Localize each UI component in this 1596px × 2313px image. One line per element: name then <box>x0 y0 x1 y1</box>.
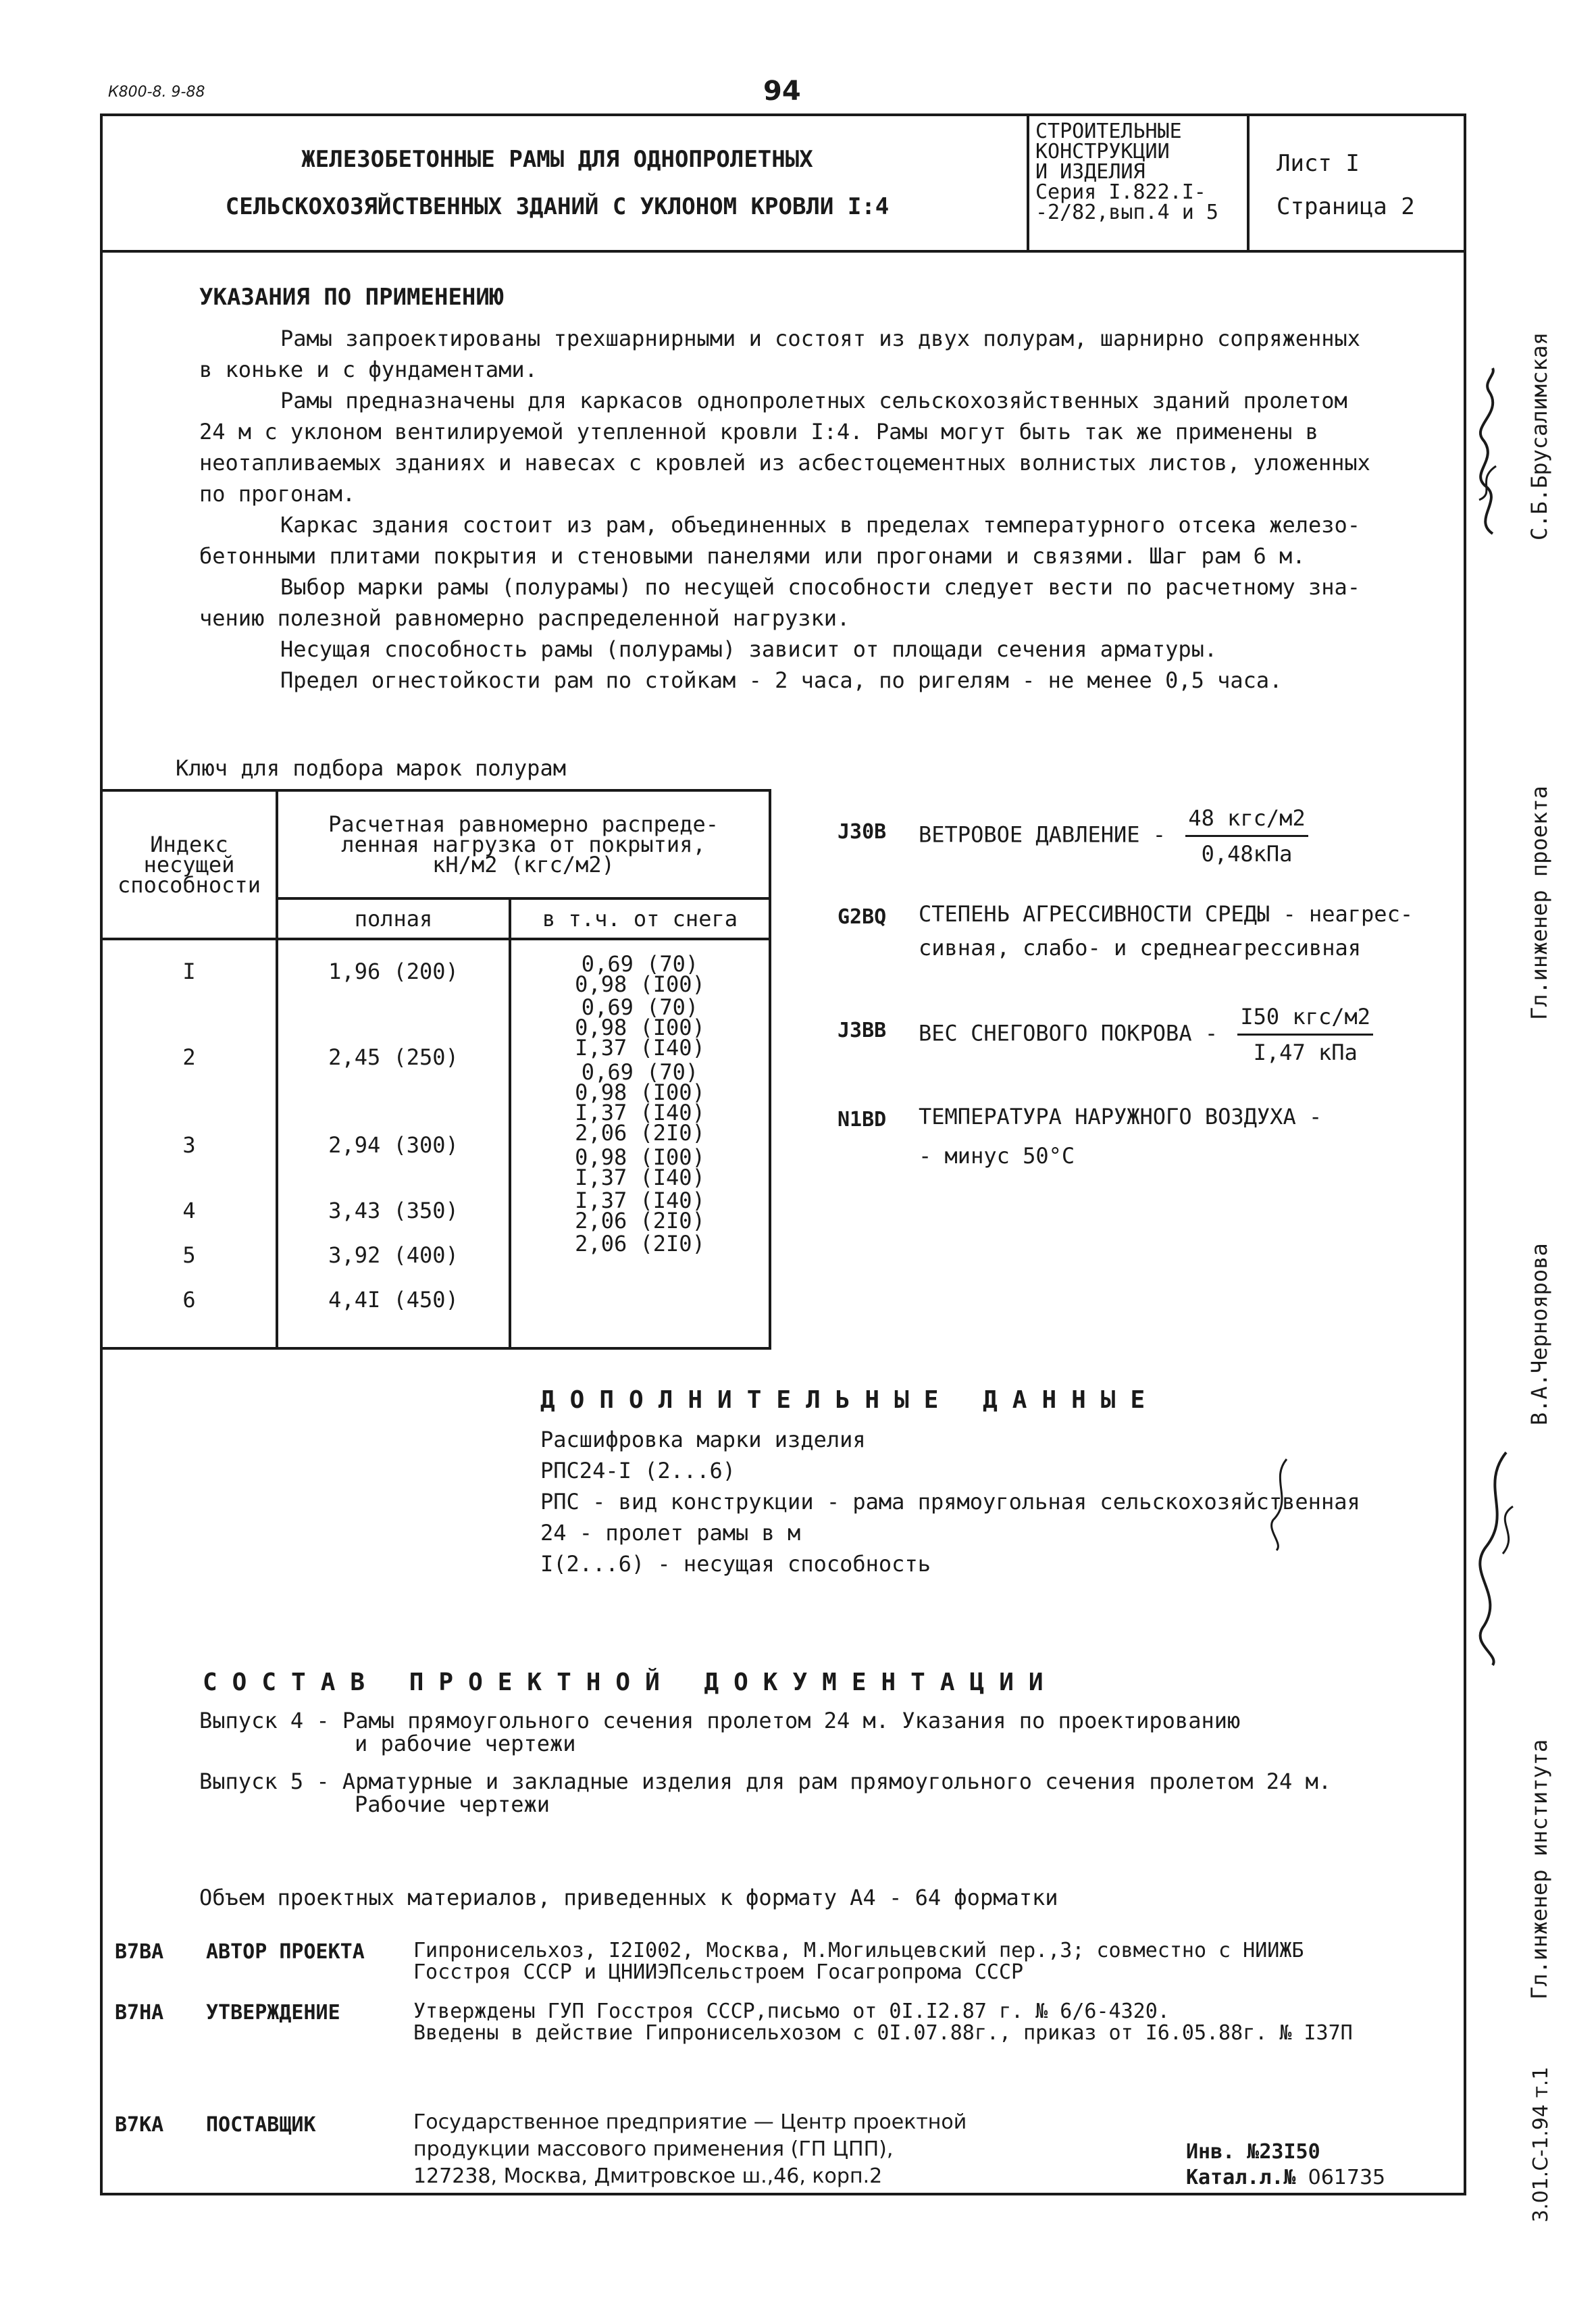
snow-cell: 0,69 (70) 0,98 (I00) 0,69 (70) 0,98 (I00) I,37 (I40) 0,69 (70) 0,98 (I00) I,37 (I40) 2,06 (2I0) 0,98 (I00) I,37 (I40) I,37 (I40) 2,06 (2I0) 2,06 (2I0) <box>510 939 770 1348</box>
name-brusalimskaya: С.Б.Брусалимская <box>1526 332 1552 540</box>
header-title-line2: СЕЛЬСКОХОЗЯЙСТВЕННЫХ ЗДАНИЙ С УКЛОНОМ КРОВЛИ I:4 <box>225 193 890 220</box>
signature-chernoyarov <box>1466 1446 1533 1669</box>
guidance-p1-l2: в коньке и с фундаментами. <box>199 357 538 382</box>
series-line3: И ИЗДЕЛИЯ <box>1035 160 1145 184</box>
sheet-number: Лист I <box>1277 150 1360 177</box>
series-line4: Серия I.822.I- <box>1035 180 1206 204</box>
chief-engineer-project: Гл.инженер проекта <box>1526 786 1552 1020</box>
col-index-header: Индекс несущей способности <box>101 790 277 939</box>
guidance-p4-l1: Выбор марки рамы (полурамы) по несущей способности следует вести по расчетному зна- <box>280 574 1361 600</box>
aggr-code: G2BQ <box>838 905 887 929</box>
index-cell: I 2 3 4 5 6 <box>101 939 277 1348</box>
author-label: АВТОР ПРОЕКТА <box>206 1940 365 1964</box>
full-cell: 1,96 (200) 2,45 (250) 2,94 (300) 3,43 (350) 3,92 (400) 4,4I (450) <box>277 939 510 1348</box>
wind-code: J30B <box>838 820 887 844</box>
series-block <box>1035 122 1238 223</box>
approval-info: Утверждены ГУП Госстроя СССР,письмо от 0I.I2.87 г. № 6/6-4320. Введены в действие Гипронисельхозом с 0I.07.88г., приказ от I6.05.88г. № I37П <box>413 2000 1353 2045</box>
additional-heading: ДОПОЛНИТЕЛЬНЫЕ ДАННЫЕ <box>540 1386 1160 1414</box>
chief-engineer-institute: Гл.инженер института <box>1526 1739 1552 2000</box>
series-line1: СТРОИТЕЛЬНЫЕ <box>1035 120 1182 143</box>
signature-mark <box>1263 1452 1297 1554</box>
supplier-code: B7KA <box>115 2113 164 2137</box>
guidance-p2-l2: 24 м с уклоном вентилируемой утепленной кровли I:4. Рамы могут быть так же применены в <box>199 419 1318 444</box>
col-full-header: полная <box>277 898 510 939</box>
guidance-p4-l2: чению полезной равномерно распределенной нагрузки. <box>199 605 850 631</box>
wind-den: 0,48кПа <box>1201 841 1293 867</box>
key-table-caption: Ключ для подбора марок полурам <box>176 755 566 781</box>
inventory-number: Инв. №23I50 <box>1186 2140 1320 2164</box>
wind-pressure: ВЕТРОВОЕ ДАВЛЕНИЕ - $\frac{\text{48 кгс/м2}}{\text{0,48кПа}}$ <box>919 801 1472 871</box>
print-code: К800-8. 9-88 <box>108 84 205 101</box>
header-divider-v2 <box>1247 113 1250 250</box>
guidance-p6-l1: Предел огнестойкости рам по стойкам - 2 часа, по ригелям - не менее 0,5 часа. <box>280 667 1283 693</box>
guidance-p3-l1: Каркас здания состоит из рам, объединенных в пределах температурного отсека железо- <box>280 512 1361 538</box>
aggressiveness: СТЕПЕНЬ АГРЕССИВНОСТИ СРЕДЫ - неагрес- сивная, слабо- и среднеагрессивная <box>919 901 1414 961</box>
snow-code: J3BB <box>838 1019 887 1042</box>
temp-code: N1BD <box>838 1108 887 1132</box>
outdoor-temperature: ТЕМПЕРАТУРА НАРУЖНОГО ВОЗДУХА - - минус 50°С <box>919 1104 1322 1169</box>
author-code: B7BA <box>115 1940 164 1964</box>
guidance-p2-l4: по прогонам. <box>199 481 356 507</box>
signature-brusalimskaya <box>1466 365 1513 540</box>
guidance-text <box>199 323 1439 696</box>
guidance-p3-l2: бетонными плитами покрытия и стеновыми панелями или прогонами и связями. Шаг рам 6 м. <box>199 543 1306 569</box>
supplier-info: Государственное предприятие — Центр проектной продукции массового применения (ГП ЦПП), 127238, Москва, Дмитровское ш.,46, корп.2 <box>413 2110 967 2188</box>
header-divider <box>100 250 1464 253</box>
wind-num: 48 кгс/м2 <box>1185 801 1308 837</box>
guidance-heading: УКАЗАНИЯ ПО ПРИМЕНЕНИЮ <box>199 284 504 311</box>
composition-volume: Объем проектных материалов, приведенных к формату А4 - 64 форматки <box>199 1885 1058 1910</box>
col-snow-header: в т.ч. от снега <box>510 898 770 939</box>
name-chernoyarov: В.А.Черноярова <box>1526 1243 1552 1425</box>
series-line5: -2/82,вып.4 и 5 <box>1035 201 1218 224</box>
composition-issues: Выпуск 4 - Рамы прямоугольного сечения пролетом 24 м. Указания по проектированию и рабочие чертежи Выпуск 5 - Арматурные и закладные изделия для рам прямоугольного сечения пролетом 24 м. Рабочие чертежи <box>199 1708 1332 1817</box>
supplier-label: ПОСТАВЩИК <box>206 2113 316 2137</box>
guidance-p1-l1: Рамы запроектированы трехшарнирными и состоят из двух полурам, шарнирно сопряженных <box>280 326 1361 351</box>
additional-text: Расшифровка марки изделия РПС24-I (2...6) РПС - вид конструкции - рама прямоугольная сельскохозяйственная 24 - пролет рамы в м I(2...6) - несущая способность <box>540 1427 1360 1577</box>
composition-heading: СОСТАВ ПРОЕКТНОЙ ДОКУМЕНТАЦИИ <box>203 1669 1058 1696</box>
approval-label: УТВЕРЖДЕНИЕ <box>206 2001 340 2025</box>
header-title-line1: ЖЕЛЕЗОБЕТОННЫЕ РАМЫ ДЛЯ ОДНОПРОЛЕТНЫХ <box>301 146 813 173</box>
col-load-header: Расчетная равномерно распреде- ленная нагрузка от покрытия, кН/м2 (кгс/м2) <box>277 790 770 898</box>
guidance-p5-l1: Несущая способность рамы (полурамы) зависит от площади сечения арматуры. <box>280 636 1218 662</box>
author-info: Гипронисельхоз, I2I002, Москва, М.Могильцевский пер.,3; совместно с НИИЖБ Госстроя СССР и ЦНИИЭПсельстроем Госагропрома СССР <box>413 1939 1304 1984</box>
catalog-number: Катал.л.№ 061735 <box>1186 2166 1386 2189</box>
guidance-p2-l3: неотапливаемых зданиях и навесах с кровлей из асбестоцементных волнистых листов, уложенных <box>199 450 1370 476</box>
guidance-p2-l1: Рамы предназначены для каркасов однопролетных сельскохозяйственных зданий пролетом <box>280 388 1347 413</box>
approval-code: B7HA <box>115 2001 164 2025</box>
header-divider-v1 <box>1027 113 1029 250</box>
page-number: 94 <box>763 76 801 107</box>
key-table <box>100 789 771 1350</box>
snow-weight: ВЕС СНЕГОВОГО ПОКРОВА - $\frac{\text{I50 кгс/м2}}{\text{I,47 кПа}}$ <box>919 1000 1472 1069</box>
series-line2: КОНСТРУКЦИИ <box>1035 140 1170 163</box>
page-label: Страница 2 <box>1277 193 1415 220</box>
snow-num: I50 кгс/м2 <box>1237 1000 1373 1036</box>
code-bottom: 3.01.С-1.94 т.1 <box>1529 2066 1553 2222</box>
snow-den: I,47 кПа <box>1253 1040 1358 1065</box>
